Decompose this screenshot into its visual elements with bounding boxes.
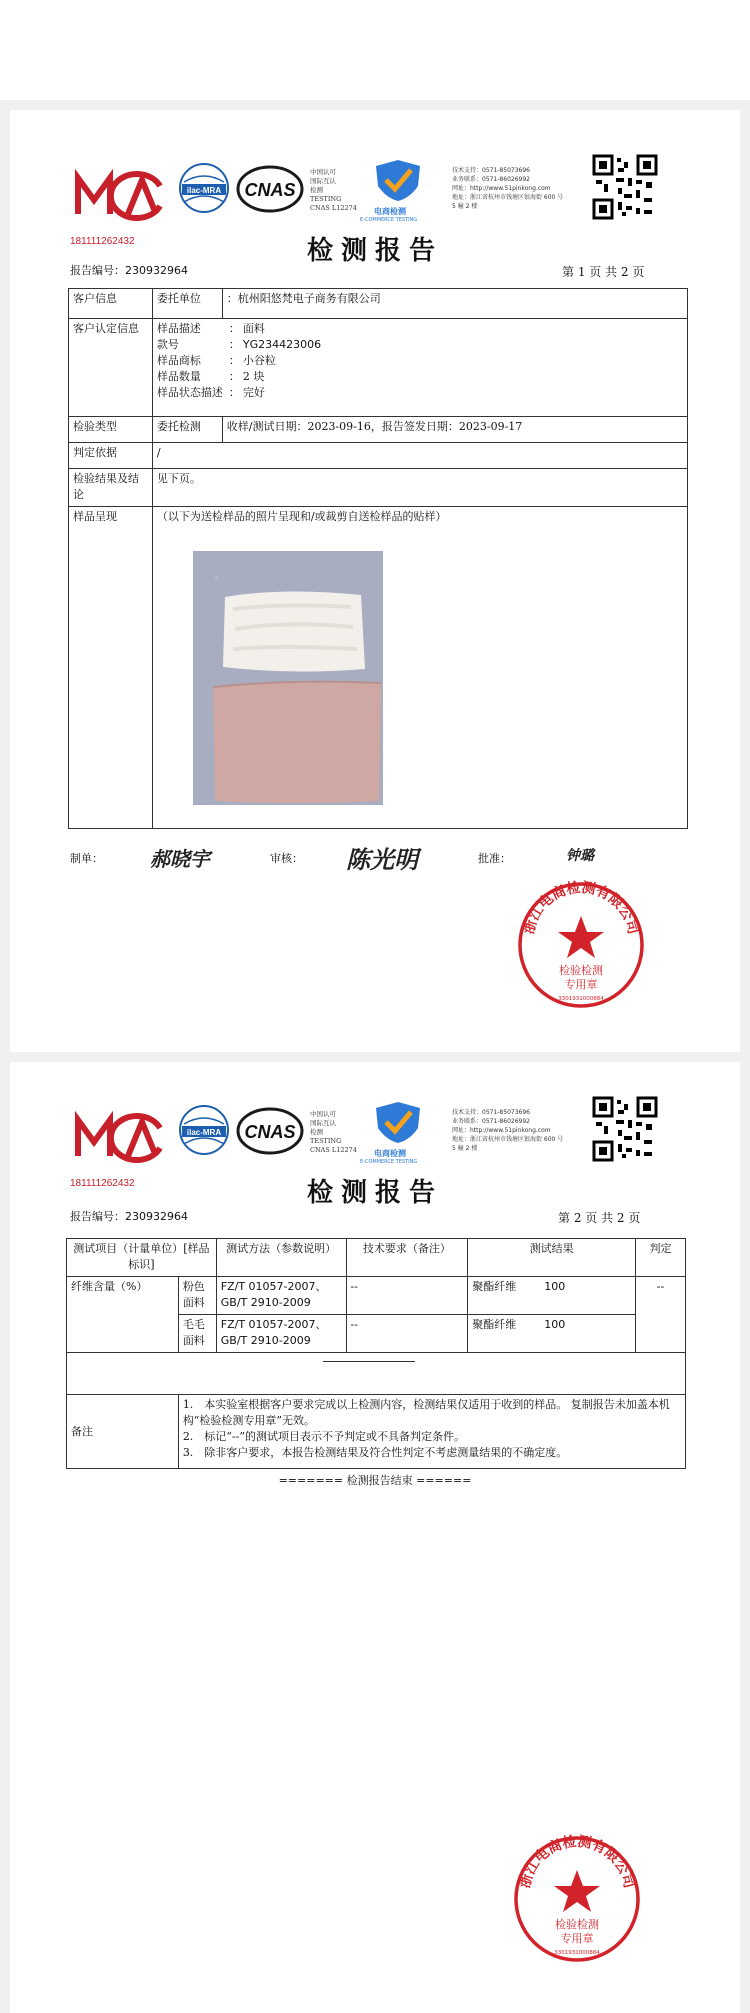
ecommerce-label: 电商检测 — [374, 207, 406, 216]
report-title: 检测报告 — [306, 1178, 443, 1208]
ecommerce-sub: E-COMMERCE TESTING — [360, 217, 418, 223]
report-number — [70, 262, 188, 278]
row-value: 100 — [544, 1280, 566, 1293]
report-number — [70, 1208, 188, 1224]
report-number-label: 报告编号： — [70, 264, 125, 277]
row-fiber: 聚酯纤维 — [472, 1280, 517, 1293]
row-requirement: -- — [346, 1315, 468, 1353]
inspection-row — [69, 417, 688, 443]
svg-text:✦: ✦ — [212, 574, 220, 583]
cma-number: 181111262432 — [70, 1178, 135, 1189]
accreditation-line: TESTING — [310, 1137, 342, 1145]
cnas-label: CNAS — [244, 180, 296, 200]
cma-logo — [70, 1108, 166, 1168]
basis-row — [69, 443, 688, 469]
stamp-number: 3301931000884 — [558, 996, 604, 1002]
accreditation-line: TESTING — [310, 195, 342, 203]
stamp-ring-text: 浙江电商检测有限公司 — [517, 1834, 637, 1890]
stamp-number: 3301931000884 — [554, 1950, 600, 1956]
official-stamp-icon — [516, 880, 646, 1010]
contact-text — [452, 1108, 563, 1153]
inspection-type: 委托检测 — [152, 417, 222, 443]
header-item: 测试项目（计量单位）[样品标识] — [67, 1239, 217, 1277]
stamp-center-2: 专用章 — [560, 1932, 594, 1945]
header-result: 测试结果 — [468, 1239, 636, 1277]
accreditation-line: CNAS L12274 — [310, 204, 357, 212]
row-fiber: 聚酯纤维 — [472, 1318, 517, 1331]
ilac-label: ilac-MRA — [186, 186, 222, 195]
inspection-label: 检验类型 — [69, 417, 153, 443]
table-row — [67, 1277, 686, 1315]
field-name: 样品描述 — [156, 322, 201, 335]
info-table — [68, 288, 688, 829]
sample-cell — [152, 507, 687, 829]
contact-line: 网址：http://www.51pinkong.com — [452, 185, 551, 192]
field-value: YG234423006 — [242, 338, 322, 351]
cnas-logo — [236, 1106, 304, 1156]
remarks-content — [178, 1395, 685, 1469]
logo-header — [70, 150, 680, 247]
field-condition: 样品状态描述 ： 完好 — [156, 386, 265, 399]
field-name: 样品商标 — [156, 354, 201, 367]
item-label: 纤维含量（%） — [67, 1277, 179, 1353]
row-requirement: -- — [346, 1277, 468, 1315]
field-value: 2 块 — [242, 370, 265, 383]
result-label: 检验结果及结论 — [69, 469, 153, 507]
page-indicator: 第 2 页 共 2 页 — [558, 1211, 641, 1225]
contact-line: 5 幢 2 楼 — [452, 203, 478, 210]
contact-line: 5 幢 2 楼 — [452, 1145, 478, 1152]
header-requirement: 技术要求（备注） — [346, 1239, 468, 1277]
field-name: 样品数量 — [156, 370, 201, 383]
sample-note: （以下为送检样品的照片呈现和/或裁剪自送检样品的贴样） — [156, 510, 447, 523]
maker-signature: 郝晓宇 — [150, 847, 210, 871]
sample-label: 样品呈现 — [69, 507, 153, 829]
field-value: 面料 — [242, 322, 265, 335]
row-sample: 粉色面料 — [178, 1277, 216, 1315]
accreditation-line: 国际互认 — [310, 1119, 336, 1127]
accreditation-text — [310, 1110, 357, 1155]
remark-3: 3. 除非客户要求，本报告检测结果及符合性判定不考虑测量结果的不确定度。 — [182, 1446, 568, 1459]
stamp-center-1: 检验检测 — [559, 964, 603, 977]
row-method: FZ/T 01057-2007、GB/T 2910-2009 — [216, 1315, 346, 1353]
accreditation-line: 国际互认 — [310, 177, 336, 185]
accreditation-line: 中国认可 — [310, 1110, 336, 1118]
page-indicator: 第 1 页 共 2 页 — [562, 265, 645, 279]
stamp-center-2: 专用章 — [564, 978, 598, 991]
contact-line: 地址：浙江省杭州市钱塘区银海街 600 号 — [452, 194, 564, 201]
cnas-label: CNAS — [244, 1122, 296, 1142]
remarks-label: 备注 — [67, 1395, 179, 1469]
remark-1: 1. 本实验室根据客户要求完成以上检测内容，检测结果仅适用于收到的样品。 复制报告未加盖本机构“检验检测专用章”无效。 — [182, 1398, 670, 1427]
contact-line: 业务联系：0571-86026992 — [452, 1118, 530, 1125]
cma-logo — [70, 166, 166, 226]
qr-code — [592, 1096, 658, 1162]
approve-label: 批准： — [478, 852, 511, 865]
contact-line: 地址：浙江省杭州市钱塘区银海街 600 号 — [452, 1136, 564, 1143]
results-table — [66, 1238, 686, 1469]
ecommerce-shield-icon — [370, 158, 426, 202]
ilac-mra-logo — [178, 162, 230, 214]
customer-info-fields — [152, 319, 687, 417]
official-stamp-icon — [512, 1834, 642, 1964]
client-label: 客户信息 — [69, 289, 153, 319]
field-value: 完好 — [242, 386, 265, 399]
row-result — [468, 1277, 636, 1315]
ecommerce-sub: E-COMMERCE TESTING — [360, 1159, 418, 1165]
customer-info-label: 客户认定信息 — [69, 319, 153, 417]
accreditation-line: 检测 — [310, 1128, 323, 1136]
ilac-label: ilac-MRA — [186, 1128, 222, 1137]
contact-line: 网址：http://www.51pinkong.com — [452, 1127, 551, 1134]
qr-code — [592, 154, 658, 220]
spacer-cell — [67, 1353, 686, 1395]
report-number-value: 230932964 — [125, 264, 188, 277]
report-number-label: 报告编号： — [70, 1210, 125, 1223]
ecommerce-shield-icon — [370, 1100, 426, 1144]
report-number-value: 230932964 — [125, 1210, 188, 1223]
ecommerce-label: 电商检测 — [374, 1149, 406, 1158]
row-result — [468, 1315, 636, 1353]
remark-2: 2. 标记“--”的测试项目表示不予判定或不具备判定条件。 — [182, 1430, 465, 1443]
client-row — [69, 289, 688, 319]
report-title: 检测报告 — [306, 236, 443, 266]
row-method: FZ/T 01057-2007、GB/T 2910-2009 — [216, 1277, 346, 1315]
divider — [323, 1361, 415, 1362]
stamp-ring-text: 浙江电商检测有限公司 — [521, 880, 641, 936]
logo-header — [70, 1092, 680, 1189]
remarks-row — [67, 1395, 686, 1469]
field-name: 款号 — [156, 338, 179, 351]
review-signature: 陈光明 — [346, 845, 418, 874]
result-value: 见下页。 — [152, 469, 687, 507]
field-value: 小谷粒 — [242, 354, 276, 367]
sample-photo — [193, 551, 383, 805]
result-row — [69, 469, 688, 507]
contact-line: 技术支持：0571-85073696 — [452, 167, 530, 174]
field-quantity: 样品数量 ： 2 块 — [156, 370, 265, 383]
ilac-mra-logo — [178, 1104, 230, 1156]
results-header-row — [67, 1239, 686, 1277]
contact-line: 技术支持：0571-85073696 — [452, 1109, 530, 1116]
report-end-marker: ======= 检测报告结束 ====== — [278, 1474, 472, 1487]
spacer-row — [67, 1353, 686, 1395]
review-label: 审核： — [270, 852, 303, 865]
cnas-logo — [236, 164, 304, 214]
cma-number: 181111262432 — [70, 236, 135, 247]
top-margin — [0, 0, 750, 100]
field-brand: 样品商标 ： 小谷粒 — [156, 354, 276, 367]
accreditation-text — [310, 168, 357, 213]
report-page-2 — [10, 1062, 740, 2013]
maker-label: 制单： — [70, 852, 103, 865]
client-value: ：杭州阳悠梵电子商务有限公司 — [222, 289, 687, 319]
contact-text — [452, 166, 563, 211]
inspection-dates: 收样/测试日期：2023-09-16，报告签发日期：2023-09-17 — [222, 417, 687, 443]
header-verdict: 判定 — [636, 1239, 686, 1277]
accreditation-line: CNAS L12274 — [310, 1146, 357, 1154]
customer-info-row — [69, 319, 688, 417]
row-sample: 毛毛面料 — [178, 1315, 216, 1353]
field-style-no: 款号 ： YG234423006 — [156, 338, 322, 351]
accreditation-line: 检测 — [310, 186, 323, 194]
header-method: 测试方法（参数说明） — [216, 1239, 346, 1277]
row-value: 100 — [544, 1318, 566, 1331]
row-verdict: -- — [636, 1277, 686, 1353]
field-sample-desc: 样品描述 ： 面料 — [156, 322, 265, 335]
contact-line: 业务联系：0571-86026992 — [452, 176, 530, 183]
report-page-1 — [10, 110, 740, 1052]
field-name: 样品状态描述 — [156, 386, 223, 399]
client-sublabel: 委托单位 — [152, 289, 222, 319]
accreditation-line: 中国认可 — [310, 168, 336, 176]
approve-signature: 钟璐 — [566, 848, 594, 864]
stamp-center-1: 检验检测 — [555, 1918, 599, 1931]
basis-label: 判定依据 — [69, 443, 153, 469]
sample-row — [69, 507, 688, 829]
basis-value: / — [152, 443, 687, 469]
